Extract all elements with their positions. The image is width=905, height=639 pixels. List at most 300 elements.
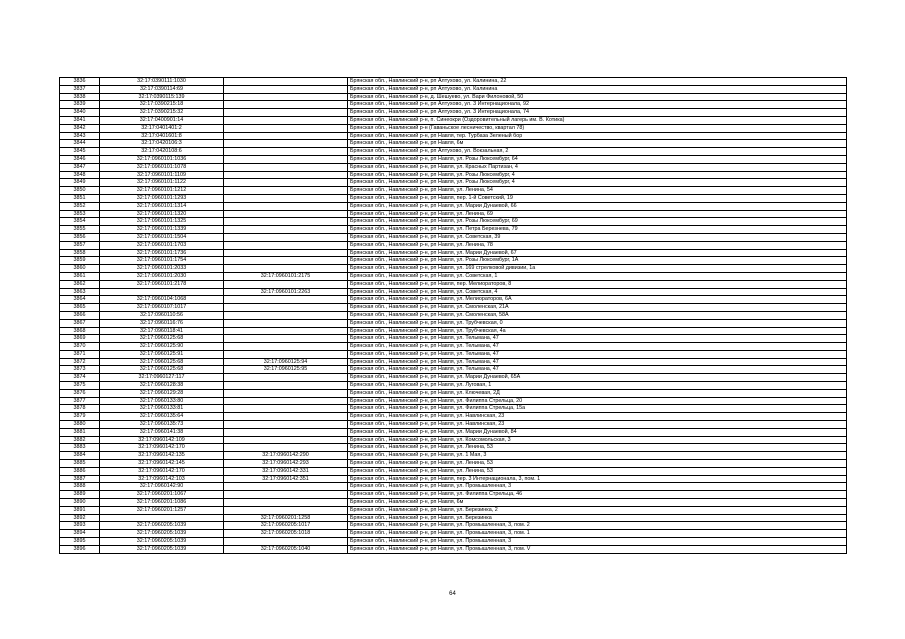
address-cell: Брянская обл., Навлинский р-н, рп Алтухово, ул. 3 Интернационала, 92: [348, 101, 847, 109]
row-number-cell: 3840: [60, 109, 100, 117]
address-cell: Брянская обл., Навлинский р-н, д. Шешуево, ул. Вари Филоновой, 50: [348, 93, 847, 101]
row-number-cell: 3856: [60, 233, 100, 241]
address-cell: Брянская обл., Навлинский р-н, рп Навля, ул. Советская, 4: [348, 288, 847, 296]
cadastral-number-cell: 32:17:0960142:135: [100, 452, 224, 460]
cadastral-number-cell: 32:17:0960129:28: [100, 389, 224, 397]
cadastral-number-cell: 32:17:0960101:1293: [100, 194, 224, 202]
table-row: [60, 389, 847, 397]
row-number-cell: 3892: [60, 514, 100, 522]
cadastral-number-cell: 32:17:0960101:1212: [100, 187, 224, 195]
table-row: [60, 124, 847, 132]
table-row: [60, 522, 847, 530]
address-cell: Брянская обл., Навлинский р-н, рп Навля, ул. Розы Люксембург, 4: [348, 171, 847, 179]
address-cell: Брянская обл., Навлинский р-н, рп Навля, ул. Красных Партизан, 4: [348, 163, 847, 171]
address-cell: Брянская обл., Навлинский р-н, рп Навля, ул. Трубчевская, 0: [348, 319, 847, 327]
table-row: [60, 335, 847, 343]
table-row: [60, 132, 847, 140]
cadastral-number-cell: 32:17:0960205:1039: [100, 530, 224, 538]
object-cadastral-number-cell: [224, 499, 348, 507]
address-cell: Брянская обл., Навлинский р-н, рп Навля, ул. Трубчевская, 4а: [348, 327, 847, 335]
row-number-cell: 3857: [60, 241, 100, 249]
row-number-cell: 3841: [60, 116, 100, 124]
address-cell: Брянская обл., Навлинский р-н, рп Навля, ул. Смоленская, 58А: [348, 311, 847, 319]
object-cadastral-number-cell: [224, 421, 348, 429]
object-cadastral-number-cell: [224, 405, 348, 413]
table-row: [60, 140, 847, 148]
row-number-cell: 3851: [60, 194, 100, 202]
object-cadastral-number-cell: [224, 327, 348, 335]
row-number-cell: 3881: [60, 428, 100, 436]
row-number-cell: 3875: [60, 382, 100, 390]
row-number-cell: 3871: [60, 350, 100, 358]
cadastral-number-cell: [100, 514, 224, 522]
row-number-cell: 3891: [60, 506, 100, 514]
row-number-cell: 3880: [60, 421, 100, 429]
table-row: [60, 288, 847, 296]
table-row: [60, 194, 847, 202]
row-number-cell: 3855: [60, 226, 100, 234]
address-cell: Брянская обл., Навлинский р-н, рп Навля, пер. 1-й Советский, 19: [348, 194, 847, 202]
row-number-cell: 3850: [60, 187, 100, 195]
row-number-cell: 3849: [60, 179, 100, 187]
table-row: [60, 475, 847, 483]
table-row: [60, 171, 847, 179]
object-cadastral-number-cell: [224, 311, 348, 319]
cadastral-number-cell: 32:17:0390111:1030: [100, 78, 224, 86]
row-number-cell: 3890: [60, 499, 100, 507]
cadastral-number-cell: 32:17:0960205:1039: [100, 538, 224, 546]
object-cadastral-number-cell: [224, 382, 348, 390]
cadastral-number-cell: 32:17:0960101:1504: [100, 233, 224, 241]
cadastral-number-cell: 32:17:0390114:69: [100, 85, 224, 93]
table-row: [60, 350, 847, 358]
address-cell: Брянская обл., Навлинский р-н, рп Навля, ул. Ленина, 53: [348, 444, 847, 452]
object-cadastral-number-cell: 32:17:0960142:293: [224, 460, 348, 468]
cadastral-number-cell: 32:17:0390115:139: [100, 93, 224, 101]
object-cadastral-number-cell: [224, 179, 348, 187]
object-cadastral-number-cell: [224, 304, 348, 312]
row-number-cell: 3893: [60, 522, 100, 530]
cadastral-number-cell: 32:17:0960104:1068: [100, 296, 224, 304]
cadastral-number-cell: 32:17:0960101:1325: [100, 218, 224, 226]
cadastral-number-cell: 32:17:0960142:109: [100, 436, 224, 444]
row-number-cell: 3883: [60, 444, 100, 452]
table-row: [60, 187, 847, 195]
object-cadastral-number-cell: [224, 374, 348, 382]
object-cadastral-number-cell: 32:17:0960101:2175: [224, 272, 348, 280]
row-number-cell: 3852: [60, 202, 100, 210]
object-cadastral-number-cell: [224, 210, 348, 218]
cadastral-number-cell: 32:17:0960110:56: [100, 311, 224, 319]
address-cell: Брянская обл., Навлинский р-н, рп Навля, ул. Навлинская, 23: [348, 421, 847, 429]
row-number-cell: 3878: [60, 405, 100, 413]
address-cell: Брянская обл., Навлинский р-н, рп Навля, ул. Промышленная, 3: [348, 538, 847, 546]
object-cadastral-number-cell: [224, 187, 348, 195]
address-cell: Брянская обл., Навлинский р-н, рп Навля, ул. Ленина, 69: [348, 210, 847, 218]
object-cadastral-number-cell: [224, 78, 348, 86]
object-cadastral-number-cell: 32:17:0960205:1018: [224, 530, 348, 538]
row-number-cell: 3865: [60, 304, 100, 312]
address-cell: Брянская обл., Навлинский р-н, рп Навля, ул. Промышленная, 3, пом. 1: [348, 530, 847, 538]
object-cadastral-number-cell: [224, 428, 348, 436]
object-cadastral-number-cell: [224, 116, 348, 124]
object-cadastral-number-cell: [224, 397, 348, 405]
address-cell: Брянская обл., Навлинский р-н, рп Навля, ул. Марии Дунаевой, 67: [348, 249, 847, 257]
table-row: [60, 202, 847, 210]
address-cell: Брянская обл., Навлинский р-н, рп Навля, 6м: [348, 140, 847, 148]
table-row: [60, 327, 847, 335]
row-number-cell: 3889: [60, 491, 100, 499]
cadastral-number-cell: 32:17:0960141:38: [100, 428, 224, 436]
row-number-cell: 3848: [60, 171, 100, 179]
object-cadastral-number-cell: [224, 483, 348, 491]
row-number-cell: 3886: [60, 467, 100, 475]
row-number-cell: 3858: [60, 249, 100, 257]
table-row: [60, 405, 847, 413]
row-number-cell: 3845: [60, 148, 100, 156]
address-cell: Брянская обл., Навлинский р-н, рп Навля, ул. Тельмана, 47: [348, 350, 847, 358]
row-number-cell: 3859: [60, 257, 100, 265]
row-number-cell: 3838: [60, 93, 100, 101]
table-row: [60, 444, 847, 452]
object-cadastral-number-cell: [224, 124, 348, 132]
table-row: [60, 499, 847, 507]
cadastral-number-cell: 32:17:0960201:1086: [100, 499, 224, 507]
table-row: [60, 491, 847, 499]
address-cell: Брянская обл., Навлинский р-н, рп Навля, ул. Мелиораторов, 6А: [348, 296, 847, 304]
table-row: [60, 116, 847, 124]
row-number-cell: 3885: [60, 460, 100, 468]
row-number-cell: 3839: [60, 101, 100, 109]
object-cadastral-number-cell: 32:17:0960125:94: [224, 358, 348, 366]
address-cell: Брянская обл., Навлинский р-н, рп Навля, ул. Филиппа Стрельца, 46: [348, 491, 847, 499]
object-cadastral-number-cell: 32:17:0960201:1258: [224, 514, 348, 522]
table-row: [60, 343, 847, 351]
address-cell: Брянская обл., Навлинский р-н (Гаваньское лесничество, квартал 78): [348, 124, 847, 132]
cadastral-number-cell: 32:17:0960101:1339: [100, 226, 224, 234]
table-row: [60, 382, 847, 390]
cadastral-number-cell: 32:17:0960125:68: [100, 358, 224, 366]
cadastral-number-cell: 32:17:0960135:73: [100, 421, 224, 429]
address-cell: Брянская обл., Навлинский р-н, рп Навля, ул. Розы Люксембург, 4: [348, 179, 847, 187]
object-cadastral-number-cell: [224, 140, 348, 148]
table-row: [60, 272, 847, 280]
row-number-cell: 3843: [60, 132, 100, 140]
table-row: [60, 226, 847, 234]
table-row: [60, 460, 847, 468]
row-number-cell: 3863: [60, 288, 100, 296]
address-cell: Брянская обл., Навлинский р-н, рп Навля, пер. 3 Интернационала, 3, пом. 1: [348, 475, 847, 483]
row-number-cell: 3894: [60, 530, 100, 538]
row-number-cell: 3887: [60, 475, 100, 483]
address-cell: Брянская обл., Навлинский р-н, рп Навля, ул. Комсомольская, 3: [348, 436, 847, 444]
object-cadastral-number-cell: [224, 226, 348, 234]
address-cell: Брянская обл., Навлинский р-н, рп Навля, ул. Луговая, 1: [348, 382, 847, 390]
object-cadastral-number-cell: [224, 506, 348, 514]
cadastral-number-cell: 32:17:0960101:2033: [100, 265, 224, 273]
address-cell: Брянская обл., Навлинский р-н, рп Навля, ул. Розы Люксембург, 64: [348, 155, 847, 163]
address-cell: Брянская обл., Навлинский р-н, рп Навля, ул. Тельмана, 47: [348, 343, 847, 351]
cadastral-number-cell: 32:17:0960101:1754: [100, 257, 224, 265]
address-cell: Брянская обл., Навлинский р-н, рп Навля, ул. Ленина, 53: [348, 467, 847, 475]
cadastral-number-cell: 32:17:0960101:1122: [100, 179, 224, 187]
object-cadastral-number-cell: [224, 350, 348, 358]
table-row: [60, 241, 847, 249]
cadastral-number-cell: 32:17:0960133:81: [100, 405, 224, 413]
object-cadastral-number-cell: [224, 257, 348, 265]
cadastral-number-cell: 32:17:0960101:1078: [100, 163, 224, 171]
cadastral-number-cell: 32:17:0400901:14: [100, 116, 224, 124]
cadastral-number-cell: 32:17:0960118:41: [100, 327, 224, 335]
address-cell: Брянская обл., Навлинский р-н, рп Алтухово, ул. Вокзальная, 2: [348, 148, 847, 156]
row-number-cell: 3872: [60, 358, 100, 366]
cadastral-number-cell: 32:17:0960116:76: [100, 319, 224, 327]
address-cell: Брянская обл., Навлинский р-н, рп Алтухово, ул. 3 Интернационала, 74: [348, 109, 847, 117]
object-cadastral-number-cell: [224, 413, 348, 421]
cadastral-number-cell: 32:17:0960125:91: [100, 350, 224, 358]
object-cadastral-number-cell: [224, 93, 348, 101]
object-cadastral-number-cell: 32:17:0960142:351: [224, 475, 348, 483]
row-number-cell: 3877: [60, 397, 100, 405]
table-row: [60, 538, 847, 546]
table-row: [60, 78, 847, 86]
address-cell: Брянская обл., Навлинский р-н, рп Навля, ул. Навлинская, 23: [348, 413, 847, 421]
row-number-cell: 3867: [60, 319, 100, 327]
table-row: [60, 514, 847, 522]
row-number-cell: 3853: [60, 210, 100, 218]
address-cell: Брянская обл., Навлинский р-н, рп Навля, ул. Березинка: [348, 514, 847, 522]
row-number-cell: 3842: [60, 124, 100, 132]
cadastral-number-cell: 32:17:0960101:1703: [100, 241, 224, 249]
cadastral-number-cell: 32:17:0960128:38: [100, 382, 224, 390]
table-row: [60, 421, 847, 429]
row-number-cell: 3847: [60, 163, 100, 171]
table-row: [60, 506, 847, 514]
address-cell: Брянская обл., Навлинский р-н, рп Навля, ул. Ленина, 53: [348, 460, 847, 468]
row-number-cell: 3888: [60, 483, 100, 491]
table-row: [60, 545, 847, 553]
table-row: [60, 483, 847, 491]
object-cadastral-number-cell: [224, 296, 348, 304]
row-number-cell: 3864: [60, 296, 100, 304]
object-cadastral-number-cell: [224, 202, 348, 210]
address-cell: Брянская обл., Навлинский р-н, п. Синеокри (Оздоровительный лагерь им. В. Котика): [348, 116, 847, 124]
object-cadastral-number-cell: [224, 335, 348, 343]
row-number-cell: 3866: [60, 311, 100, 319]
table-row: [60, 148, 847, 156]
address-cell: Брянская обл., Навлинский р-н, рп Навля, ул. Промышленная, 3, пом. V: [348, 545, 847, 553]
table-row: [60, 85, 847, 93]
table-row: [60, 179, 847, 187]
address-cell: Брянская обл., Навлинский р-н, рп Навля, ул. Марии Дунаевой, 66: [348, 202, 847, 210]
row-number-cell: 3870: [60, 343, 100, 351]
row-number-cell: 3837: [60, 85, 100, 93]
address-cell: Брянская обл., Навлинский р-н, рп Навля, ул. Ленина, 78: [348, 241, 847, 249]
table-row: [60, 366, 847, 374]
object-cadastral-number-cell: 32:17:0960101:2263: [224, 288, 348, 296]
cadastral-number-cell: 32:17:0960101:1109: [100, 171, 224, 179]
table-row: [60, 311, 847, 319]
object-cadastral-number-cell: [224, 436, 348, 444]
cadastral-number-cell: 32:17:0960142:145: [100, 460, 224, 468]
object-cadastral-number-cell: [224, 85, 348, 93]
address-cell: Брянская обл., Навлинский р-н, рп Навля, ул. Советская, 1: [348, 272, 847, 280]
registry-table: [59, 77, 847, 554]
address-cell: Брянская обл., Навлинский р-н, рп Навля, ул. Марии Дунаевой, 84: [348, 428, 847, 436]
address-cell: Брянская обл., Навлинский р-н, рп Навля, ул. Тельмана, 47: [348, 366, 847, 374]
address-cell: Брянская обл., Навлинский р-н, рп Навля, ул. Березинка, 2: [348, 506, 847, 514]
cadastral-number-cell: 32:17:0960142:170: [100, 467, 224, 475]
object-cadastral-number-cell: [224, 265, 348, 273]
object-cadastral-number-cell: [224, 343, 348, 351]
address-cell: Брянская обл., Навлинский р-н, рп Навля, ул. Тельмана, 47: [348, 335, 847, 343]
address-cell: Брянская обл., Навлинский р-н, рп Навля, ул. Тельмана, 47: [348, 358, 847, 366]
row-number-cell: 3884: [60, 452, 100, 460]
table-row: [60, 249, 847, 257]
table-row: [60, 397, 847, 405]
object-cadastral-number-cell: [224, 171, 348, 179]
cadastral-number-cell: 32:17:0960127:117: [100, 374, 224, 382]
cadastral-number-cell: 32:17:0960205:1039: [100, 545, 224, 553]
address-cell: Брянская обл., Навлинский р-н, рп Навля, ул. Ленина, 54: [348, 187, 847, 195]
address-cell: Брянская обл., Навлинский р-н, рп Навля, ул. Промышленная, 3: [348, 483, 847, 491]
row-number-cell: 3846: [60, 155, 100, 163]
cadastral-number-cell: 32:17:0960125:68: [100, 366, 224, 374]
object-cadastral-number-cell: [224, 280, 348, 288]
table-row: [60, 413, 847, 421]
cadastral-number-cell: 32:17:0960133:80: [100, 397, 224, 405]
row-number-cell: 3844: [60, 140, 100, 148]
object-cadastral-number-cell: [224, 101, 348, 109]
object-cadastral-number-cell: [224, 389, 348, 397]
address-cell: Брянская обл., Навлинский р-н, рп Алтухово, ул. Калинина, 22: [348, 78, 847, 86]
object-cadastral-number-cell: [224, 109, 348, 117]
address-cell: Брянская обл., Навлинский р-н, рп Алтухово, ул. Калинина: [348, 85, 847, 93]
object-cadastral-number-cell: [224, 241, 348, 249]
object-cadastral-number-cell: 32:17:0960205:1017: [224, 522, 348, 530]
address-cell: Брянская обл., Навлинский р-н, рп Навля, ул. Розы Люксембург, 69: [348, 218, 847, 226]
address-cell: Брянская обл., Навлинский р-н, рп Навля, тер. Турбаза Зеленый бор: [348, 132, 847, 140]
address-cell: Брянская обл., Навлинский р-н, рп Навля, ул. Марии Дунаевой, 65А: [348, 374, 847, 382]
cadastral-number-cell: 32:17:0960101:1036: [100, 155, 224, 163]
table-row: [60, 467, 847, 475]
row-number-cell: 3882: [60, 436, 100, 444]
cadastral-number-cell: 32:17:0420108:6: [100, 148, 224, 156]
row-number-cell: 3895: [60, 538, 100, 546]
address-cell: Брянская обл., Навлинский р-н, рп Навля, ул. Ключевая, 2Д: [348, 389, 847, 397]
address-cell: Брянская обл., Навлинский р-н, рп Навля, ул. 169 стрелковой дивизии, 1а: [348, 265, 847, 273]
object-cadastral-number-cell: [224, 444, 348, 452]
cadastral-number-cell: 32:17:0960201:1067: [100, 491, 224, 499]
row-number-cell: 3869: [60, 335, 100, 343]
row-number-cell: 3873: [60, 366, 100, 374]
table-row: [60, 257, 847, 265]
address-cell: Брянская обл., Навлинский р-н, рп Навля, ул. Смоленская, 21А: [348, 304, 847, 312]
object-cadastral-number-cell: 32:17:0960125:95: [224, 366, 348, 374]
cadastral-number-cell: 32:17:0390215:32: [100, 109, 224, 117]
row-number-cell: 3862: [60, 280, 100, 288]
object-cadastral-number-cell: [224, 538, 348, 546]
cadastral-number-cell: 32:17:0420106:3: [100, 140, 224, 148]
row-number-cell: 3868: [60, 327, 100, 335]
table-row: [60, 233, 847, 241]
cadastral-number-cell: 32:17:0960101:1314: [100, 202, 224, 210]
row-number-cell: 3896: [60, 545, 100, 553]
cadastral-number-cell: 32:17:0960142:103: [100, 475, 224, 483]
table-row: [60, 109, 847, 117]
table-row: [60, 101, 847, 109]
address-cell: Брянская обл., Навлинский р-н, рп Навля, ул. Розы Люксембург, 1А: [348, 257, 847, 265]
table-row: [60, 218, 847, 226]
object-cadastral-number-cell: [224, 319, 348, 327]
table-row: [60, 428, 847, 436]
table-row: [60, 93, 847, 101]
table-row: [60, 296, 847, 304]
registry-table-body: [60, 78, 847, 554]
table-row: [60, 163, 847, 171]
cadastral-number-cell: 32:17:0401601:8: [100, 132, 224, 140]
cadastral-number-cell: 32:17:0960125:90: [100, 343, 224, 351]
object-cadastral-number-cell: [224, 148, 348, 156]
table-row: [60, 436, 847, 444]
table-row: [60, 304, 847, 312]
object-cadastral-number-cell: [224, 218, 348, 226]
address-cell: Брянская обл., Навлинский р-н, рп Навля, пер. Мелиораторов, 8: [348, 280, 847, 288]
address-cell: Брянская обл., Навлинский р-н, рп Навля, ул. Советская, 39: [348, 233, 847, 241]
row-number-cell: 3854: [60, 218, 100, 226]
cadastral-number-cell: 32:17:0960107:1017: [100, 304, 224, 312]
object-cadastral-number-cell: [224, 194, 348, 202]
cadastral-number-cell: 32:17:0960142:90: [100, 483, 224, 491]
object-cadastral-number-cell: 32:17:0960142:331: [224, 467, 348, 475]
cadastral-number-cell: 32:17:0960125:68: [100, 335, 224, 343]
object-cadastral-number-cell: [224, 249, 348, 257]
object-cadastral-number-cell: [224, 155, 348, 163]
address-cell: Брянская обл., Навлинский р-н, рп Навля, ул. 1 Мая, 3: [348, 452, 847, 460]
cadastral-number-cell: [100, 288, 224, 296]
object-cadastral-number-cell: [224, 132, 348, 140]
row-number-cell: 3860: [60, 265, 100, 273]
page-number: 64: [449, 591, 456, 597]
table-row: [60, 155, 847, 163]
row-number-cell: 3874: [60, 374, 100, 382]
table-row: [60, 210, 847, 218]
table-row: [60, 358, 847, 366]
object-cadastral-number-cell: 32:17:0960205:1040: [224, 545, 348, 553]
cadastral-number-cell: 32:17:0960101:1320: [100, 210, 224, 218]
object-cadastral-number-cell: 32:17:0960142:290: [224, 452, 348, 460]
cadastral-number-cell: 32:17:0960142:170: [100, 444, 224, 452]
cadastral-number-cell: 32:17:0960201:1257: [100, 506, 224, 514]
address-cell: Брянская обл., Навлинский р-н, рп Навля, ул. Филиппа Стрельца, 15а: [348, 405, 847, 413]
cadastral-number-cell: 32:17:0960101:2030: [100, 272, 224, 280]
cadastral-number-cell: 32:17:0960205:1039: [100, 522, 224, 530]
row-number-cell: 3876: [60, 389, 100, 397]
cadastral-number-cell: 32:17:0960135:64: [100, 413, 224, 421]
object-cadastral-number-cell: [224, 163, 348, 171]
address-cell: Брянская обл., Навлинский р-н, рп Навля, ул. Петра Березнева, 79: [348, 226, 847, 234]
table-row: [60, 530, 847, 538]
object-cadastral-number-cell: [224, 233, 348, 241]
address-cell: Брянская обл., Навлинский р-н, рп Навля, ул. Филиппа Стрельца, 20: [348, 397, 847, 405]
row-number-cell: 3836: [60, 78, 100, 86]
cadastral-number-cell: 32:17:0401401:2: [100, 124, 224, 132]
table-row: [60, 280, 847, 288]
row-number-cell: 3861: [60, 272, 100, 280]
table-row: [60, 452, 847, 460]
cadastral-number-cell: 32:17:0960101:2178: [100, 280, 224, 288]
table-row: [60, 265, 847, 273]
